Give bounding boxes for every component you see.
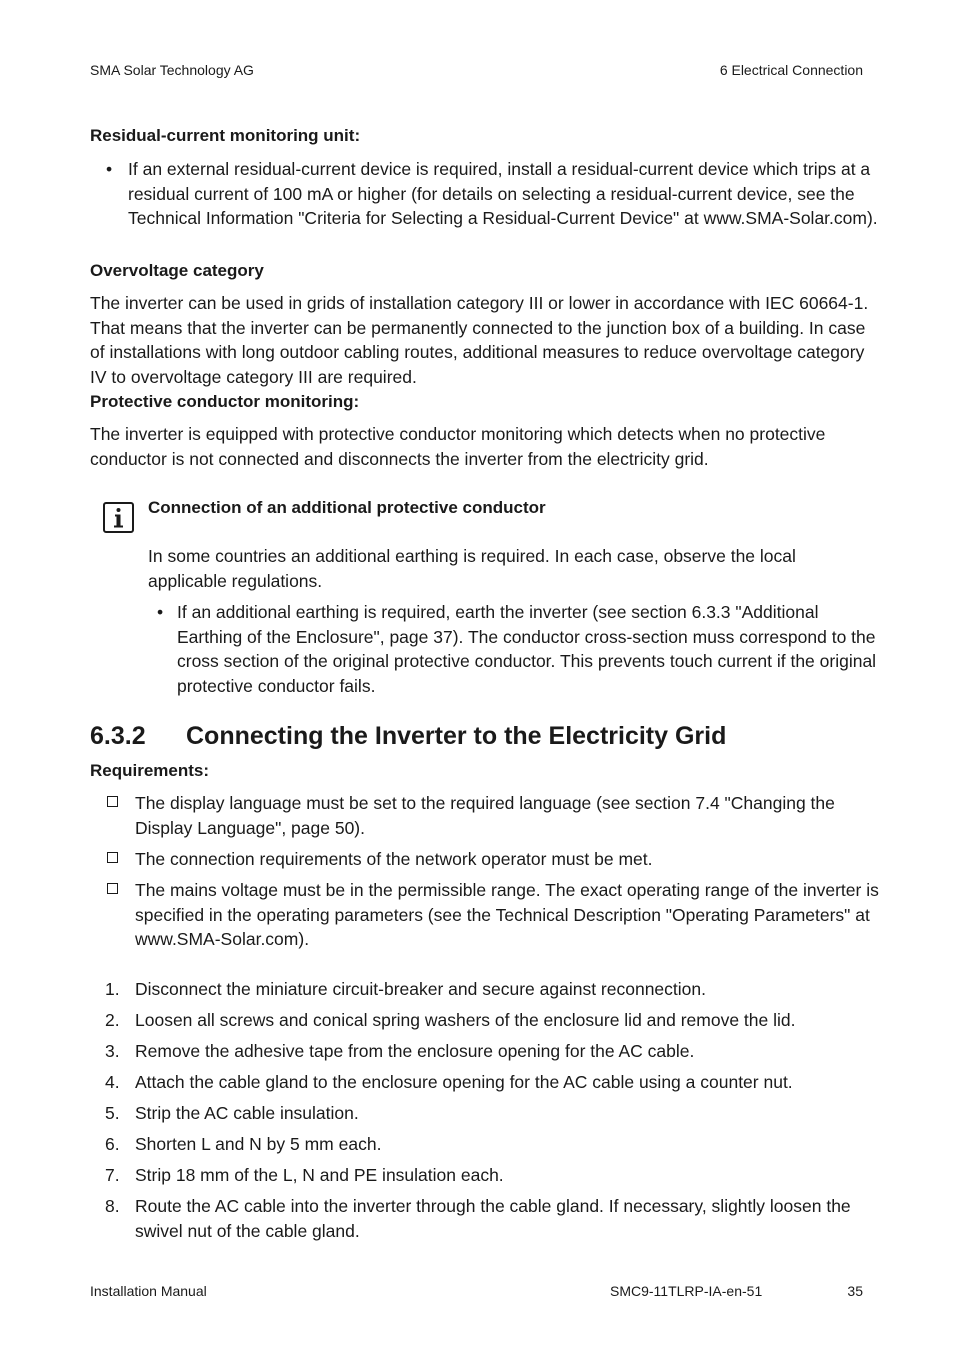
step-text: Shorten L and N by 5 mm each. xyxy=(135,1134,382,1154)
requirement-item xyxy=(135,878,879,952)
step-number: 5. xyxy=(105,1103,120,1123)
requirement-item xyxy=(135,847,653,872)
info-icon xyxy=(103,502,134,533)
text-line: The inverter is equipped with protective conductor monitoring which detects when no protective xyxy=(90,424,826,444)
step-text: Loosen all screws and conical spring washers of the enclosure lid and remove the lid. xyxy=(135,1010,796,1030)
checkbox-icon xyxy=(107,883,118,894)
page-number: 35 xyxy=(847,1283,863,1299)
text-line: www.SMA-Solar.com). xyxy=(135,929,310,949)
requirements-heading: Requirements: xyxy=(90,761,210,780)
step-text: Strip 18 mm of the L, N and PE insulation each. xyxy=(135,1165,504,1185)
info-title: Connection of an additional protective conductor xyxy=(148,498,546,517)
step-number: 4. xyxy=(105,1072,120,1092)
overvoltage-paragraph xyxy=(90,291,868,389)
step-number: 6. xyxy=(105,1134,120,1154)
step-text xyxy=(135,1194,851,1243)
step-text: Attach the cable gland to the enclosure opening for the AC cable using a counter nut. xyxy=(135,1072,793,1092)
text-line: That means that the inverter can be permanently connected to the junction box of a building. In case xyxy=(90,317,866,338)
text-line: protective conductor fails. xyxy=(177,675,376,696)
text-line: cross section of the original protective conductor. This prevents touch current if the original xyxy=(177,651,877,671)
step-number: 8. xyxy=(105,1196,120,1216)
requirement-item xyxy=(135,791,835,840)
text-line: The connection requirements of the network operator must be met. xyxy=(135,849,653,869)
step-number: 1. xyxy=(105,979,120,999)
text-line: If an external residual-current device is required, install a residual-current device which trips at a xyxy=(128,159,871,179)
overvoltage-heading: Overvoltage category xyxy=(90,261,264,280)
info-bullet xyxy=(177,600,876,698)
protective-heading: Protective conductor monitoring: xyxy=(90,392,360,411)
bullet-dot: • xyxy=(157,602,164,622)
residual-heading: Residual-current monitoring unit: xyxy=(90,126,361,145)
residual-bullet xyxy=(128,157,878,231)
step-number: 3. xyxy=(105,1041,120,1061)
step-text: Remove the adhesive tape from the enclosure opening for the AC cable. xyxy=(135,1041,695,1061)
bullet-dot: • xyxy=(106,159,113,179)
step-number: 7. xyxy=(105,1165,120,1185)
section-number: 6.3.2 xyxy=(90,722,146,750)
text-line: applicable regulations. xyxy=(148,570,323,591)
footer-doc: Installation Manual xyxy=(90,1283,207,1299)
text-line: Technical Information "Criteria for Selecting a Residual-Current Device" at www.SMA-Solar.com). xyxy=(128,208,878,228)
text-line: residual current of 100 mA or higher (for details on selecting a residual-current device, see the xyxy=(128,183,855,204)
text-line: of installations with long outdoor cabling routes, additional measures to reduce overvoltage category xyxy=(90,342,865,362)
text-line: specified in the operating parameters (see the Technical Description "Operating Parameters" at xyxy=(135,904,870,925)
step-text: Strip the AC cable insulation. xyxy=(135,1103,359,1123)
text-line: Display Language", page 50). xyxy=(135,817,365,838)
text-line: The display language must be set to the required language (see section 7.4 "Changing the xyxy=(135,793,835,813)
text-line: Route the AC cable into the inverter through the cable gland. If necessary, slightly loosen the xyxy=(135,1196,851,1216)
text-line: The inverter can be used in grids of installation category III or lower in accordance with IEC 60664-1. xyxy=(90,293,869,313)
header-chapter: 6 Electrical Connection xyxy=(719,62,863,78)
checkbox-icon xyxy=(107,852,118,863)
text-line: IV to overvoltage category III are required. xyxy=(90,366,417,387)
section-title: Connecting the Inverter to the Electricity Grid xyxy=(186,722,727,750)
text-line: Earthing of the Enclosure", page 37). The conductor cross-section muss correspond to the xyxy=(177,626,876,647)
checkbox-icon xyxy=(107,796,118,807)
step-text: Disconnect the miniature circuit-breaker and secure against reconnection. xyxy=(135,979,706,999)
step-number: 2. xyxy=(105,1010,120,1030)
header-company: SMA Solar Technology AG xyxy=(90,62,254,78)
text-line: If an additional earthing is required, earth the inverter (see section 6.3.3 "Additional xyxy=(177,602,819,622)
protective-paragraph xyxy=(90,422,825,471)
text-line: conductor is not connected and disconnects the inverter from the electricity grid. xyxy=(90,448,709,469)
text-line: The mains voltage must be in the permissible range. The exact operating range of the inverter is xyxy=(135,880,879,900)
text-line: In some countries an additional earthing is required. In each case, observe the local xyxy=(148,546,796,566)
footer-code: SMC9-11TLRP-IA-en-51 xyxy=(610,1283,763,1299)
info-paragraph xyxy=(148,544,796,593)
text-line: swivel nut of the cable gland. xyxy=(135,1220,360,1241)
